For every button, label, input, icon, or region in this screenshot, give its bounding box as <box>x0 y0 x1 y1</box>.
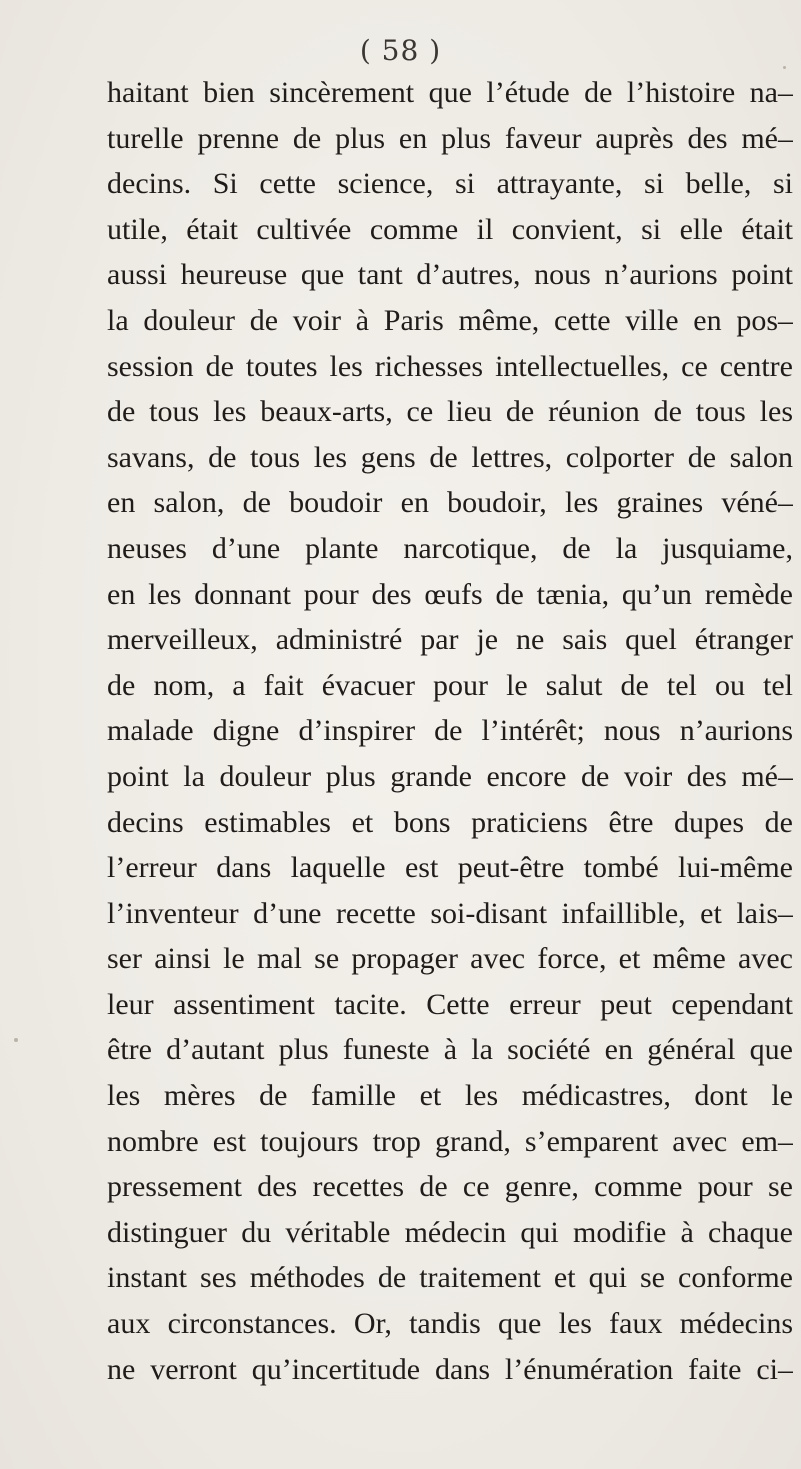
text-line: neuses d’une plante narcotique, de la jusquiame, <box>107 531 793 565</box>
text-line: merveilleux, administré par je ne sais quel étranger <box>107 623 793 657</box>
text-line: l’inventeur d’une recette soi-disant infaillible, et lais– <box>107 896 793 930</box>
text-line: ne verront qu’incertitude dans l’énumération faite ci– <box>107 1352 793 1386</box>
text-line: ser ainsi le mal se propager avec force, et même avec <box>107 942 793 976</box>
text-line: les mères de famille et les médicastres, dont le <box>107 1079 793 1113</box>
text-line: savans, de tous les gens de lettres, colporter de salon <box>107 440 793 474</box>
body-text <box>107 70 793 1392</box>
text-line: en salon, de boudoir en boudoir, les graines véné– <box>107 486 793 520</box>
text-line: pressement des recettes de ce genre, comme pour se <box>107 1170 793 1204</box>
text-line: nombre est toujours trop grand, s’emparent avec em– <box>107 1124 793 1158</box>
text-line: decins estimables et bons praticiens être dupes de <box>107 805 793 839</box>
text-line: turelle prenne de plus en plus faveur auprès des mé– <box>107 121 793 155</box>
paper-speck <box>14 1038 18 1042</box>
text-line: instant ses méthodes de traitement et qui se conforme <box>107 1261 793 1295</box>
text-line: session de toutes les richesses intellectuelles, ce centre <box>107 349 793 383</box>
text-line: aux circonstances. Or, tandis que les faux médecins <box>107 1307 793 1341</box>
text-line: l’erreur dans laquelle est peut-être tombé lui-même <box>107 851 793 885</box>
text-line: de tous les beaux-arts, ce lieu de réunion de tous les <box>107 395 793 429</box>
text-line: la douleur de voir à Paris même, cette ville en pos– <box>107 303 793 337</box>
text-line: aussi heureuse que tant d’autres, nous n’aurions point <box>107 258 793 292</box>
text-line: leur assentiment tacite. Cette erreur peut cependant <box>107 987 793 1021</box>
page-number: ( 58 ) <box>359 34 442 67</box>
text-line: point la douleur plus grande encore de voir des mé– <box>107 759 793 793</box>
text-line: utile, était cultivée comme il convient, si elle était <box>107 212 793 246</box>
text-line: distinguer du véritable médecin qui modifie à chaque <box>107 1215 793 1249</box>
text-line: malade digne d’inspirer de l’intérêt; nous n’aurions <box>107 714 793 748</box>
text-line: être d’autant plus funeste à la société en général que <box>107 1033 793 1067</box>
text-line: de nom, a fait évacuer pour le salut de tel ou tel <box>107 668 793 702</box>
text-line: haitant bien sincèrement que l’étude de l’histoire na– <box>107 76 793 109</box>
text-line: en les donnant pour des œufs de tænia, qu’un remède <box>107 577 793 611</box>
text-line: decins. Si cette science, si attrayante, si belle, si <box>107 167 793 201</box>
